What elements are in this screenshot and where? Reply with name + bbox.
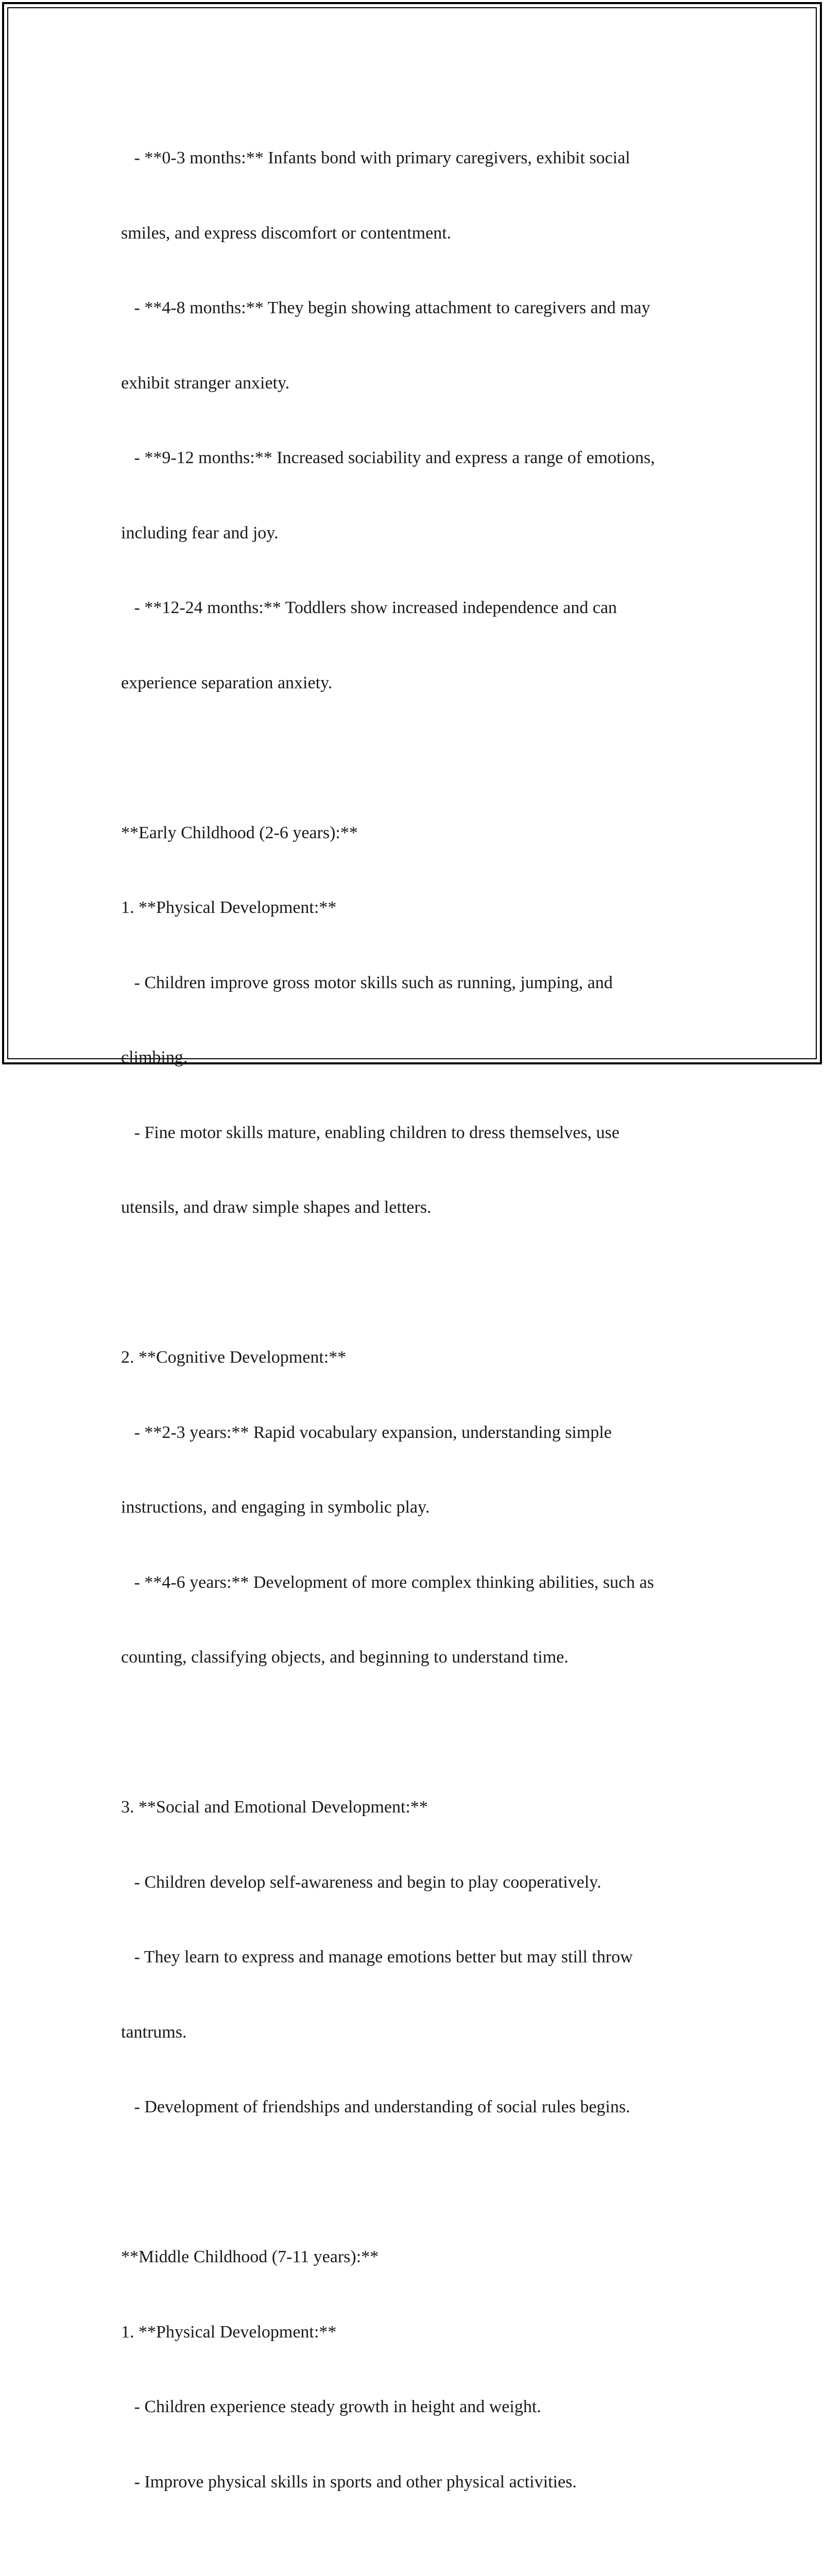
text-line: - **2-3 years:** Rapid vocabulary expansion, understanding simple [121, 1422, 612, 1442]
text-line: - Improve physical skills in sports and other physical activities. [121, 2472, 577, 2492]
text-line: exhibit stranger anxiety. [121, 373, 290, 393]
subsection-heading: 3. **Social and Emotional Development:** [121, 1798, 428, 1817]
text-line: - **12-24 months:** Toddlers show increased independence and can [121, 598, 617, 617]
text-line: - **4-6 years:** Development of more complex thinking abilities, such as [121, 1572, 654, 1592]
text-line: - **0-3 months:** Infants bond with primary caregivers, exhibit social [121, 148, 630, 167]
text-line: - Children develop self-awareness and begin to play cooperatively. [121, 1872, 602, 1892]
text-line: - Children experience steady growth in height and weight. [121, 2397, 541, 2416]
text-line: tantrums. [121, 2022, 187, 2042]
text-line: - They learn to express and manage emotions better but may still throw [121, 1947, 633, 1967]
section-heading: **Middle Childhood (7-11 years):** [121, 2247, 379, 2266]
subsection-heading: 1. **Physical Development:** [121, 2322, 337, 2342]
text-line: instructions, and engaging in symbolic play. [121, 1498, 430, 1517]
blank-line [121, 1720, 739, 1745]
text-line: climbing. [121, 1048, 188, 1067]
text-line: - **4-8 months:** They begin showing attachment to caregivers and may [121, 298, 650, 317]
document-body [121, 96, 739, 2576]
subsection-heading: 1. **Physical Development:** [121, 898, 337, 917]
text-line: utensils, and draw simple shapes and letters. [121, 1198, 432, 1217]
blank-line [121, 2545, 739, 2570]
text-line: smiles, and express discomfort or contentment. [121, 223, 452, 243]
text-line: - Development of friendships and understanding of social rules begins. [121, 2097, 630, 2116]
blank-line [121, 2170, 739, 2195]
blank-line [121, 1270, 739, 1296]
text-line: - **9-12 months:** Increased sociability and express a range of emotions, [121, 448, 655, 467]
text-line: experience separation anxiety. [121, 673, 333, 692]
section-heading: **Early Childhood (2-6 years):** [121, 823, 358, 842]
subsection-heading: 2. **Cognitive Development:** [121, 1348, 347, 1367]
text-line: - Fine motor skills mature, enabling children to dress themselves, use [121, 1123, 620, 1142]
text-line: including fear and joy. [121, 523, 279, 543]
text-line: - Children improve gross motor skills such as running, jumping, and [121, 973, 613, 992]
text-line: counting, classifying objects, and beginning to understand time. [121, 1648, 569, 1667]
blank-line [121, 745, 739, 771]
